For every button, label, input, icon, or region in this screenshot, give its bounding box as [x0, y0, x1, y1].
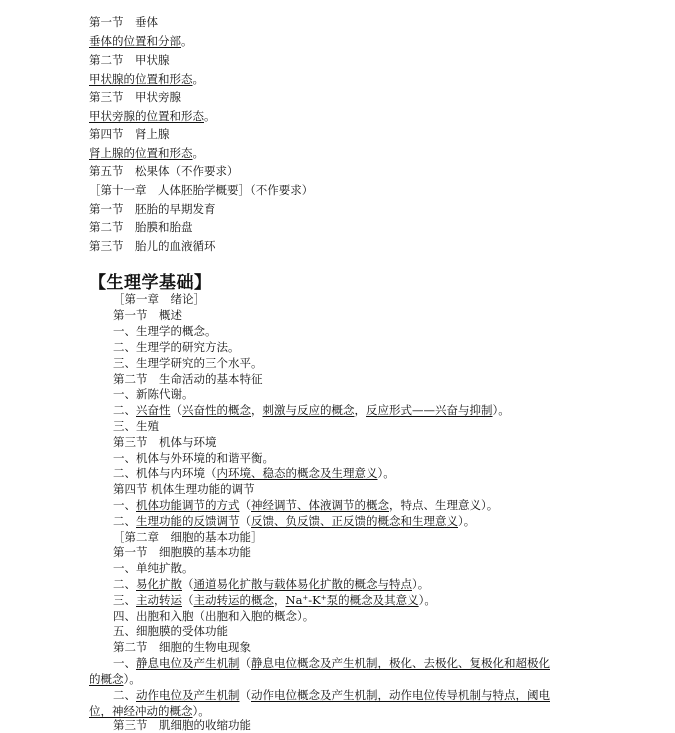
list-item: 一、静息电位及产生机制（静息电位概念及产生机制，极化、去极化、复极化和超极化	[113, 656, 550, 670]
section-title-overview: 第一节 概述	[113, 308, 182, 322]
section-title-pituitary: 第一节 垂体	[89, 15, 158, 29]
section-title-fetal-membranes: 第二节 胎膜和胎盘	[89, 220, 193, 234]
list-item: 一、生理学的概念。	[113, 324, 217, 338]
list-item: 三、生理学研究的三个水平。	[113, 356, 263, 370]
section-title-regulation: 第四节 机体生理功能的调节	[113, 482, 255, 496]
list-item: 一、机体功能调节的方式（神经调节、体液调节的概念，特点、生理意义）。	[113, 498, 499, 512]
underlined-text: 甲状腺的位置和形态	[89, 72, 193, 86]
list-item: 二、易化扩散（通道易化扩散与载体易化扩散的概念与特点）。	[113, 577, 430, 591]
section-title-thyroid: 第二节 甲状腺	[89, 53, 170, 67]
section-title-adrenal: 第四节 肾上腺	[89, 127, 170, 141]
section-title-body-environment: 第三节 机体与环境	[113, 435, 217, 449]
list-item: 三、主动转运（主动转运的概念，Na+-K+泵的概念及其意义）。	[113, 593, 436, 607]
section-title-life-features: 第二节 生命活动的基本特征	[113, 372, 263, 386]
underlined-text: 甲状旁腺的位置和形态	[89, 109, 204, 123]
chapter-title-introduction: ［第一章 绪论］	[113, 292, 205, 306]
section-title-pineal: 第五节 松果体（不作要求）	[89, 164, 239, 178]
list-item: 二、生理功能的反馈调节（反馈、负反馈、正反馈的概念和生理意义）。	[113, 514, 476, 528]
list-item: 一、新陈代谢。	[113, 387, 194, 401]
section-title-fetal-circulation: 第三节 胎儿的血液循环	[89, 239, 216, 253]
page-heading-physiology: 【生理学基础】	[89, 273, 212, 293]
list-item: 三、生殖	[113, 419, 159, 433]
underlined-text: 垂体的位置和分部	[89, 34, 181, 48]
chapter-title-embryology: ［第十一章 人体胚胎学概要］（不作要求）	[89, 183, 314, 197]
list-item: 一、单纯扩散。	[113, 561, 194, 575]
chapter-title-cell-functions: ［第二章 细胞的基本功能］	[113, 530, 263, 544]
section-title-parathyroid: 第三节 甲状旁腺	[89, 90, 181, 104]
list-item-continuation: 的概念）。	[89, 672, 141, 686]
list-item: 四、出胞和入胞（出胞和入胞的概念）。	[113, 609, 315, 623]
list-item: 二、动作电位及产生机制（动作电位概念及产生机制，动作电位传导机制与特点，阈电	[113, 688, 550, 702]
list-item: 二、机体与内环境（内环境、稳态的概念及生理意义）。	[113, 466, 395, 480]
section-desc-adrenal: 肾上腺的位置和形态。	[89, 146, 204, 160]
list-item: 二、兴奋性（兴奋性的概念，刺激与反应的概念，反应形式——兴奋与抑制）。	[113, 403, 510, 417]
list-item-continuation: 位，神经冲动的概念）。	[89, 704, 210, 718]
section-desc-parathyroid: 甲状旁腺的位置和形态。	[89, 109, 216, 123]
section-desc-pituitary: 垂体的位置和分部。	[89, 34, 193, 48]
underlined-text: 肾上腺的位置和形态	[89, 146, 193, 160]
list-item: 二、生理学的研究方法。	[113, 340, 240, 354]
section-title-cell-membrane: 第一节 细胞膜的基本功能	[113, 545, 251, 559]
list-item: 一、机体与外环境的和谐平衡。	[113, 451, 274, 465]
list-item: 五、细胞膜的受体功能	[113, 624, 228, 638]
section-desc-thyroid: 甲状腺的位置和形态。	[89, 72, 204, 86]
section-title-early-development: 第一节 胚胎的早期发育	[89, 202, 216, 216]
section-title-muscle-contraction: 第三节 肌细胞的收缩功能	[113, 718, 251, 732]
section-title-bioelectric: 第二节 细胞的生物电现象	[113, 640, 251, 654]
